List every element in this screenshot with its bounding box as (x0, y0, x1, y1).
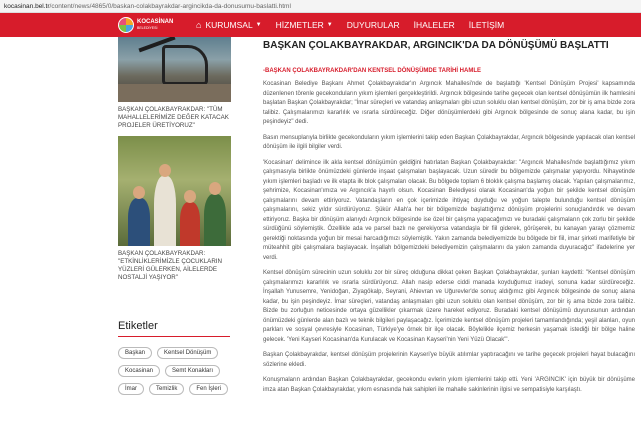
nav-item-label: İHALELER (413, 20, 455, 30)
tag-kocasinan[interactable]: Kocasinan (118, 365, 160, 377)
person (180, 202, 200, 246)
nav-item-label: İLETİŞİM (468, 20, 505, 30)
chevron-down-icon: ▼ (255, 22, 262, 28)
person-head (209, 182, 221, 195)
tag-semt-konaklari[interactable]: Semt Konakları (165, 365, 220, 377)
person-head (159, 164, 171, 177)
article-paragraph: Konuşmaların ardından Başkan Çolakbayrakdar, gecekondu evlerin yıkım işlemlerini takip etti. Yeni 'ARGINCIK' için büyük bir dönüşüme imza atan Başkan Çolakbayrakdar, yıkım esnasında hak sahipleri ile mahalle sakinlerinin ilgisi ve sempatisiyle karşılaştı. (263, 377, 635, 393)
nav-item-label: DUYURULAR (346, 20, 400, 30)
logo-name: KOCASİNAN (137, 19, 174, 25)
nav-item-kurumsal[interactable] (196, 20, 262, 30)
nav-item-hizmetler[interactable] (276, 20, 333, 30)
chevron-down-icon: ▼ (326, 22, 333, 28)
related-news-image-2[interactable] (118, 136, 231, 246)
url-host: kocasinan.bel.tr (4, 3, 50, 10)
person (204, 194, 226, 246)
nav-item-label: KURUMSAL (205, 20, 253, 30)
tag-fen-isleri[interactable]: Fen İşleri (189, 383, 228, 395)
main-navbar (0, 13, 641, 37)
logo-mark-icon (118, 17, 134, 33)
related-news-image-1[interactable] (118, 37, 231, 102)
article-paragraph: 'Kocasinan' delimince ilk akla kentsel dönüşümün geldiğini hatırlatan Başkan Çolakbayrakdar: "Argıncık Mahallesi'nde başlattığımız yıkım çalışmasıyla birlikte önümüzdeki günlerde inşaat çalışmaları başlayacak. Uzun süredir bu bölgemizde çalışmalar yapıyordu. Nihayetinde yıkım işlemleri başladı ve ilk etapta ilk blok çalışmaları olacak. Bu bölgede toplam 6 bloklık çalışma başlamış olacak. Yapılan çalışmalarımız, şehrimize, Kocasinan'ımıza ve Argıncık'a hayırlı olsun. Kocasinan Belediyesi olarak Kocasinan'da yoğun bir şekilde kentsel dönüşüm çalışmalarını devam ettiriyoruz. Vatandaşların en çok içerimizde ihtiyaç duyduğu ve yoğun talepte bulunduğu kentsel dönüşüm çalışmalarını, sekiz yıldır sürdürüyoruz. Şükür Allah'a her bir bölgemizde başlattığımız dönüşüm projelerini sonuçlandırdık ve devam ettiriyoruz. Başka bir dönüşüm alanıydı Argıncık bölgesinde ise özel bir çalışma yapacağımızı ve buradaki çalışmaların çok zorlu bir şekilde sürdüğünü söylemiştik. Özellikle ada ve parsel bazlı ne gerekiyorsa vatandaşla bir fiil giderek, görüşerek, bu kanayan yarayı çözmemiz gerektiği noktasında yoğun bir mesai harcadığımızı söylemiştik. Yakın zamanda belediyemizde bu bölgede bir fiil, imar şirketi marifetiyle bir müteahhit gibi çalışmalara başlayacak. İnşallah bölgemizdeki belediyemizin çalışmalarını da yakın zamanda duyuracağız" ifadelerine yer verdi. (263, 159, 635, 261)
article-subtitle: -BAŞKAN ÇOLAKBAYRAKDAR'DAN KENTSEL DÖNÜŞÜMDE TARİHİ HAMLE (263, 68, 481, 74)
person-head (184, 190, 196, 203)
person-head (133, 186, 145, 199)
tag-imar[interactable]: İmar (118, 383, 144, 395)
tag-kentsel-donusum[interactable]: Kentsel Dönüşüm (157, 347, 218, 359)
nav-item-label: HİZMETLER (275, 20, 324, 30)
article-paragraph: Kentsel dönüşüm sürecinin uzun soluklu zor bir süreç olduğuna dikkat çeken Başkan Çolakbayrakdar, şunları kaydetti: "Kentsel dönüşüm çalışmalarımızı kararlılık ve ısrarla sürdürüyoruz. Allah nasip ederse ciddi manada koyduğumuz iradeyi, sonuna kadar sürdüreceğiz. İnşallah Yunusemre, Yenidoğan, Ziyagökalp, Seyrani, Ahievran ve Uğurevler'de sonuç aldığımız gibi Argıncık bölgesinde de sonuç alana kadar, bu işin peşindeyiz. İmar süreçleri, vatandaş anlaşmaları gibi uzun soluklu olan kentsel dönüşüm, zor bir iş ama bizde zora talibiz. Bizde bu zorluğun neticesinde ortaya güzellikler çıkarmak üzere hareket ediyoruz. Buradaki kentsel dönüşümü duyurusunun ardından önümüzdeki günlerde alan bazlı ve teknik bilgileri paylaşacağız. İçerimizde kentsel dönüşüm projeleri tamamlandığında; yeşil alanları, oyun parkları ve sosyal çevresiyle Kocasinan, Türkiye'ye örnek bir ilçe olacak. Böylelikle ilçemiz herkesin yaşamak istediği bir bölge haline gelecek. 'Yeni Kayseri Kocasinan'da Kurulacak ve Kocasinan Kayseri'nin Yeni Yüzü Olacak'". (263, 270, 635, 343)
url-path: /content/news/4865/0/baskan-colakbayrakdar-argincikda-da-donusumu-baslatti.html (49, 3, 291, 10)
tag-temizlik[interactable]: Temizlik (149, 383, 184, 395)
tags-heading: Etiketler (118, 320, 230, 337)
related-news-caption-2[interactable]: BAŞKAN ÇOLAKBAYRAKDAR: "ETKİNLİKLERİMİZLE ÇOCUKLARIN YÜZLERİ GÜLERKEN, AİLELERDE NOSTALJİ YAŞIYOR" (118, 250, 222, 281)
rubble (118, 84, 231, 102)
person (154, 176, 176, 246)
tag-baskan[interactable]: Başkan (118, 347, 152, 359)
person (128, 198, 150, 246)
address-bar[interactable] (0, 0, 641, 13)
nav-menu (196, 13, 518, 37)
related-news-caption-1[interactable]: BAŞKAN ÇOLAKBAYRAKDAR: "TÜM MAHALLELERİMİZE DEĞER KATACAK PROJELER ÜRETİYORUZ" (118, 106, 229, 129)
article-paragraph: Başkan Çolakbayrakdar, kentsel dönüşüm projelerinin Kayseri'ye büyük atılımlar yaptıracağını ve tarihe geçecek projeleri hayat bulacağını sözlerine ekledi. (263, 352, 635, 368)
tag-list (118, 347, 234, 395)
logo-text (137, 19, 173, 31)
article-paragraph: Kocasinan Belediye Başkanı Ahmet Çolakbayrakdar'ın Argıncık Mahallesi'nde de başlattığı 'Kentsel Dönüşüm Projesi' kapsamında düzenlenen törenle gecekonduların yıkım işlemleri gerçekleştirildi. Argıncık bölgesinde tarihe geçecek olan kentsel dönüşümün ilk hamlesini başlatan Başkan Çolakbayrakdar; "İmar süreçleri ve vatandaş anlaşmaları gibi uzun soluklu olan kentsel dönüşüm, zor bir iş ama bizde zora talibiz. Çalışmalarımızı kararlılık ve ısrarla sürdüreceğiz. Diğer dönüşümlerdeki gibi Argıncık bölgesinde de sonuç alana kadar, bu işin peşindeyiz" dedi. (263, 81, 635, 125)
logo-sub: BELEDİYESİ (137, 26, 158, 30)
article-paragraph: Basın mensuplarıyla birlikte gecekonduların yıkım işlemlerini takip eden Başkan Çolakbayrakdar, Argıncık bölgesinde yapılacak olan kentsel dönüşüm ile ilgili bilgiler verdi. (263, 134, 635, 150)
nav-item-duyurular[interactable] (347, 20, 400, 30)
article-title: BAŞKAN ÇOLAKBAYRAKDAR, ARGINCIK'DA DA DÖNÜŞÜMÜ BAŞLATTI (263, 40, 609, 51)
home-icon[interactable]: ⌂ (196, 20, 202, 30)
nav-item-ihaleler[interactable] (414, 20, 455, 30)
sidebar (118, 37, 236, 395)
article (263, 37, 635, 395)
nav-item-iletisim[interactable] (469, 20, 504, 30)
excavator-body (162, 45, 208, 85)
site-logo[interactable] (118, 16, 173, 34)
